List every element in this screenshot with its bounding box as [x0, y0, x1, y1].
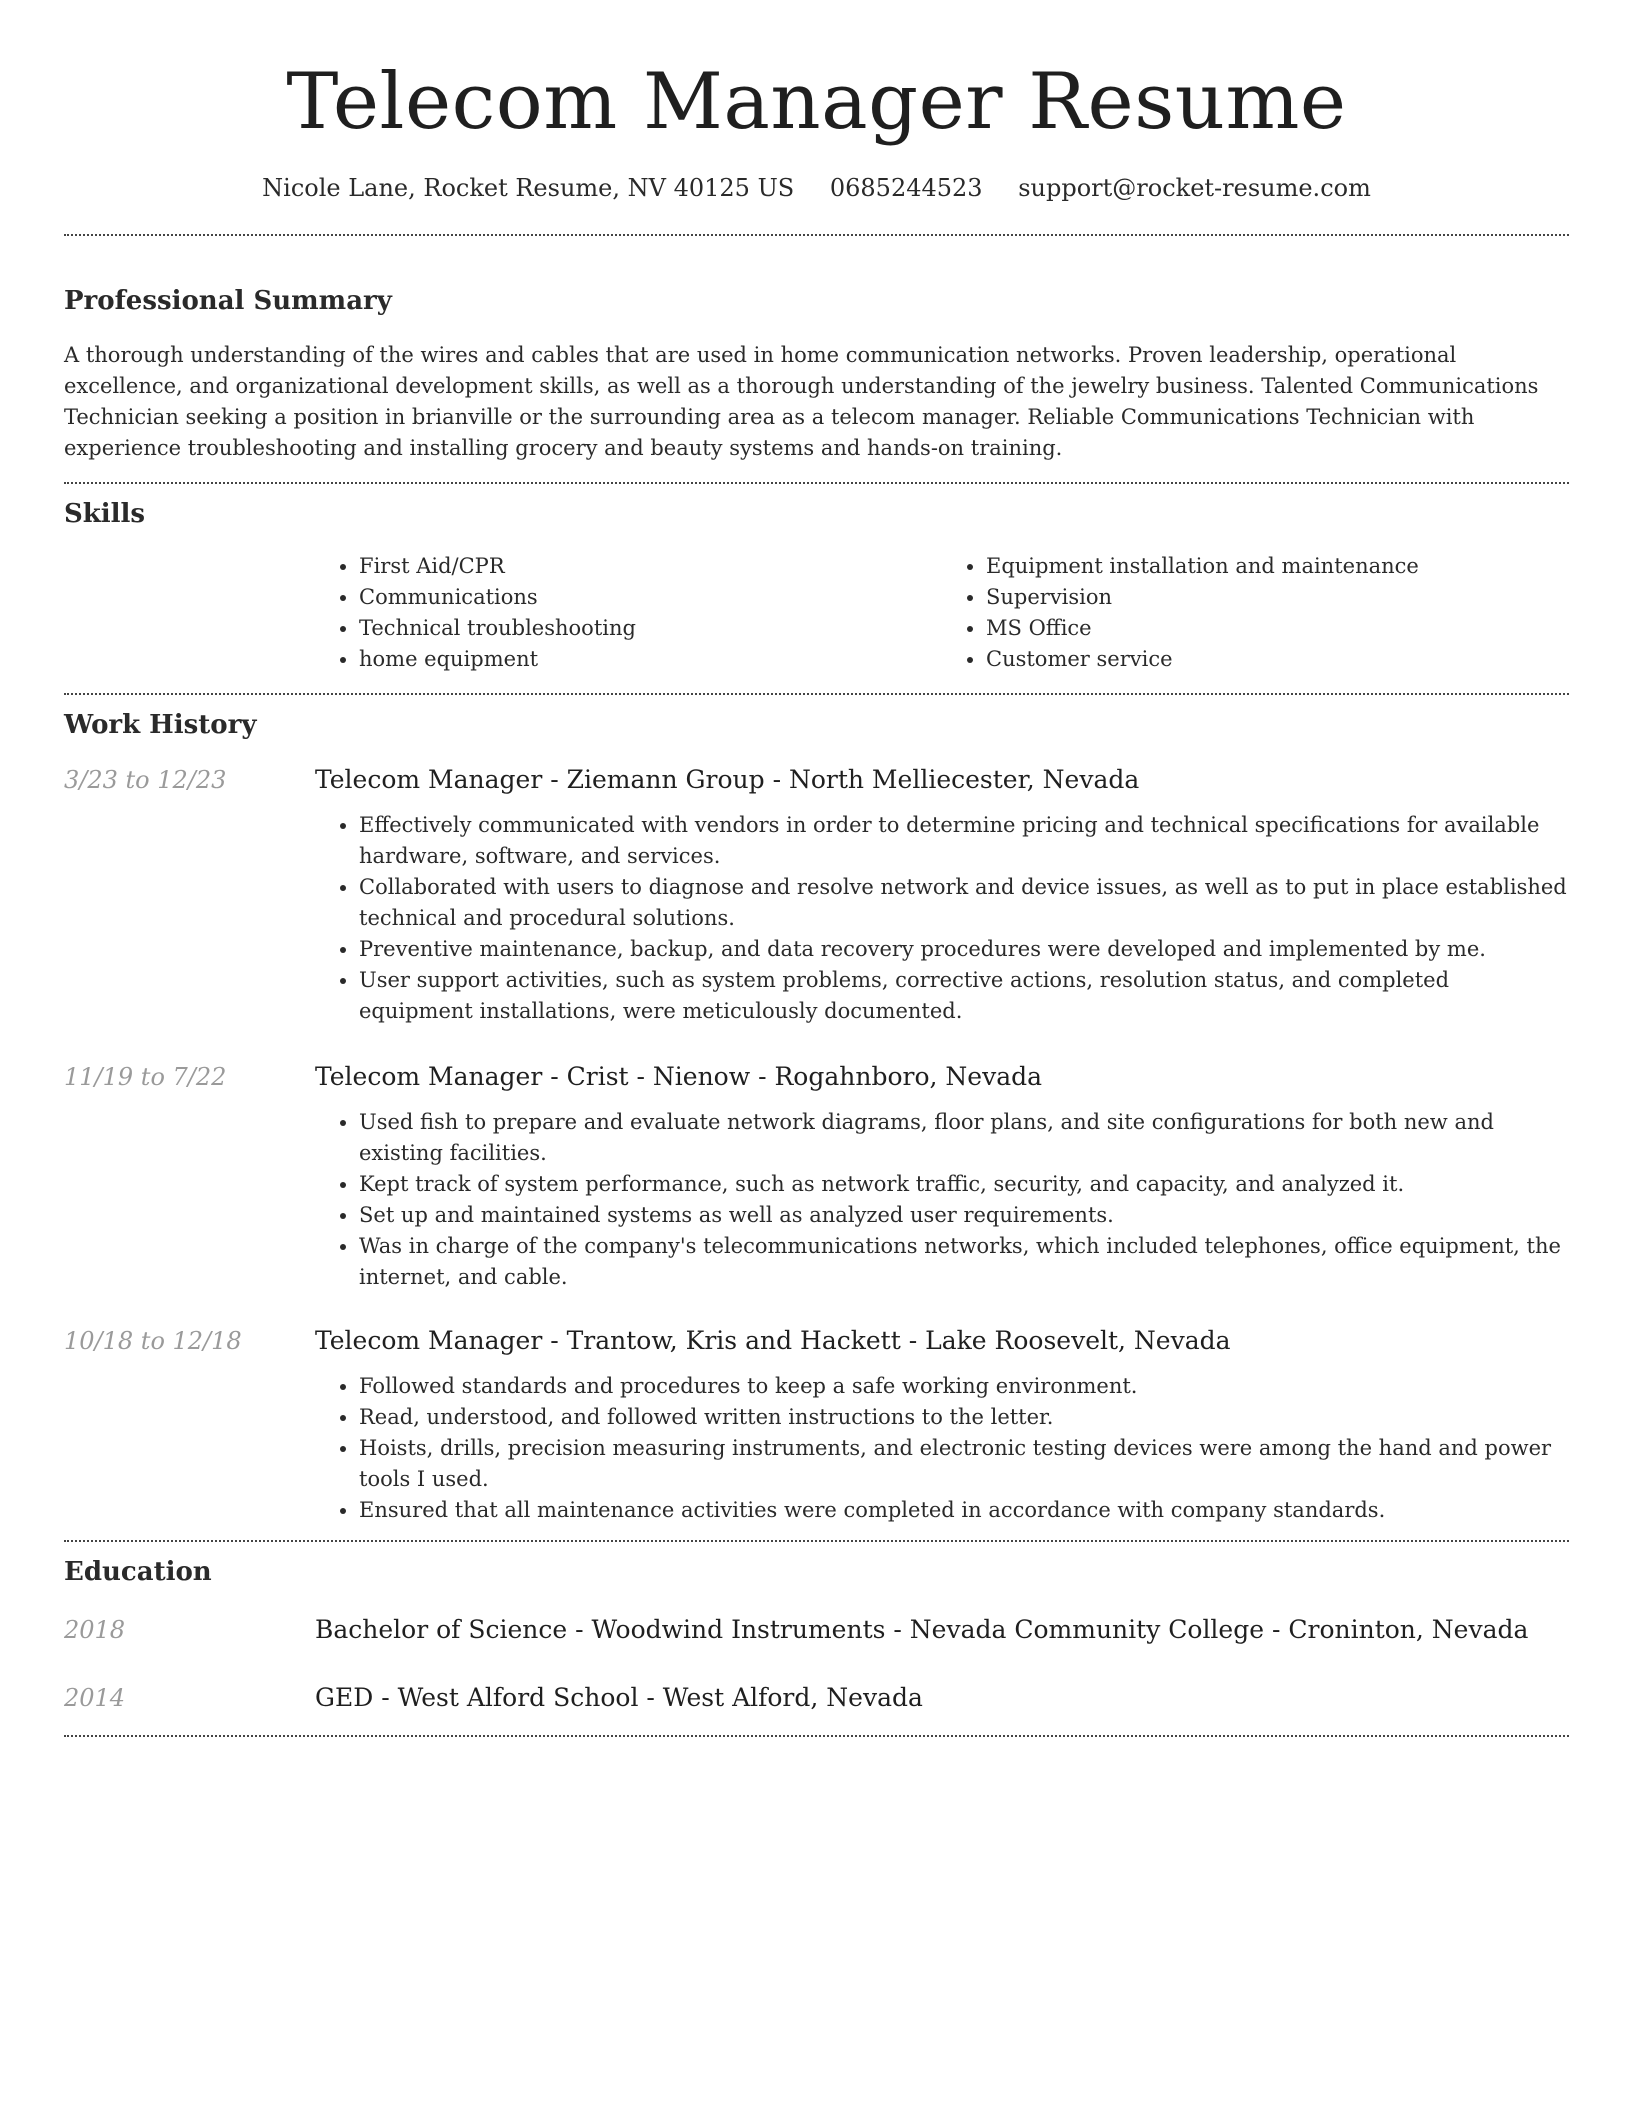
skill-item: • Technical troubleshooting [359, 613, 942, 644]
job-bullet: • Used fish to prepare and evaluate network diagrams, floor plans, and site configurations for both new and existing facilities. [359, 1107, 1569, 1169]
job-bullet: • Set up and maintained systems as well as analyzed user requirements. [359, 1200, 1569, 1231]
skill-item: • Customer service [986, 644, 1569, 675]
job-bullet: • Effectively communicated with vendors in order to determine pricing and technical specifications for available hardware, software, and services. [359, 810, 1569, 872]
contact-address: Nicole Lane, Rocket Resume, NV 40125 US [262, 174, 795, 202]
education-entry [64, 1614, 1569, 1646]
education-title: Bachelor of Science - Woodwind Instruments - Nevada Community College - Croninton, Nevada [315, 1615, 1529, 1644]
job-bullet: • Was in charge of the company's telecommunications networks, which included telephones, office equipment, the internet, and cable. [359, 1231, 1569, 1293]
job-title: Telecom Manager - Ziemann Group - North Melliecester, Nevada [315, 765, 1140, 794]
work-section [64, 708, 1569, 1526]
job-entry [64, 1061, 1569, 1293]
job-bullet: • Followed standards and procedures to keep a safe working environment. [359, 1371, 1569, 1402]
divider [64, 693, 1569, 695]
education-title: GED - West Alford School - West Alford, Nevada [315, 1683, 923, 1712]
education-year: 2018 [64, 1616, 126, 1644]
divider [64, 1540, 1569, 1542]
education-entry [64, 1682, 1569, 1714]
job-bullet: • User support activities, such as system problems, corrective actions, resolution status, and completed equipment installations, were meticulously documented. [359, 965, 1569, 1027]
skills-list-right [942, 551, 1569, 675]
job-title: Telecom Manager - Trantow, Kris and Hackett - Lake Roosevelt, Nevada [315, 1326, 1231, 1355]
skill-item: • Supervision [986, 582, 1569, 613]
divider [64, 482, 1569, 484]
skill-item: • home equipment [359, 644, 942, 675]
skill-item: • First Aid/CPR [359, 551, 942, 582]
education-section [64, 1555, 1569, 1714]
summary-heading: Professional Summary [64, 286, 392, 316]
job-bullet: • Hoists, drills, precision measuring instruments, and electronic testing devices were among the hand and power tools I used. [359, 1433, 1569, 1495]
page-title: Telecom Manager Resume [286, 57, 1347, 147]
job-title: Telecom Manager - Crist - Nienow - Rogahnboro, Nevada [315, 1062, 1043, 1091]
skills-grid [315, 551, 1569, 675]
divider [64, 1735, 1569, 1737]
job-bullets [315, 810, 1569, 1027]
summary-text: A thorough understanding of the wires and cables that are used in home communication networks. Proven leadership, operational excellence, and organizational development skills, as well as a thorough understanding of the jewelry business. Talented Communications Technician seeking a position in brianville or the surrounding area as a telecom manager. Reliable Communications Technician with experience troubleshooting and installing grocery and beauty systems and hands-on training. [64, 343, 1539, 460]
contact-email: support@rocket-resume.com [1018, 174, 1371, 202]
job-bullet: • Kept track of system performance, such as network traffic, security, and capacity, and analyzed it. [359, 1169, 1569, 1200]
job-bullet: • Read, understood, and followed written instructions to the letter. [359, 1402, 1569, 1433]
job-entry [64, 1325, 1569, 1526]
work-heading: Work History [64, 710, 257, 740]
skills-list-left [315, 551, 942, 675]
job-bullet: • Ensured that all maintenance activities were completed in accordance with company standards. [359, 1495, 1569, 1526]
skills-section [64, 497, 1569, 675]
skill-item: • MS Office [986, 613, 1569, 644]
job-dates: 10/18 to 12/18 [64, 1327, 242, 1355]
contact-phone: 0685244523 [829, 174, 983, 202]
skills-heading: Skills [64, 499, 146, 529]
job-entry [64, 764, 1569, 1027]
job-bullet: • Collaborated with users to diagnose and resolve network and device issues, as well as to put in place established technical and procedural solutions. [359, 872, 1569, 934]
skill-item: • Communications [359, 582, 942, 613]
divider [64, 234, 1569, 236]
contact-line [64, 172, 1569, 204]
job-bullets [315, 1107, 1569, 1293]
job-dates: 11/19 to 7/22 [64, 1063, 227, 1091]
education-heading: Education [64, 1557, 212, 1587]
job-bullets [315, 1371, 1569, 1526]
skill-item: • Equipment installation and maintenance [986, 551, 1569, 582]
summary-section [64, 284, 1569, 464]
job-bullet: • Preventive maintenance, backup, and data recovery procedures were developed and implemented by me. [359, 934, 1569, 965]
job-dates: 3/23 to 12/23 [64, 766, 227, 794]
education-year: 2014 [64, 1684, 126, 1712]
